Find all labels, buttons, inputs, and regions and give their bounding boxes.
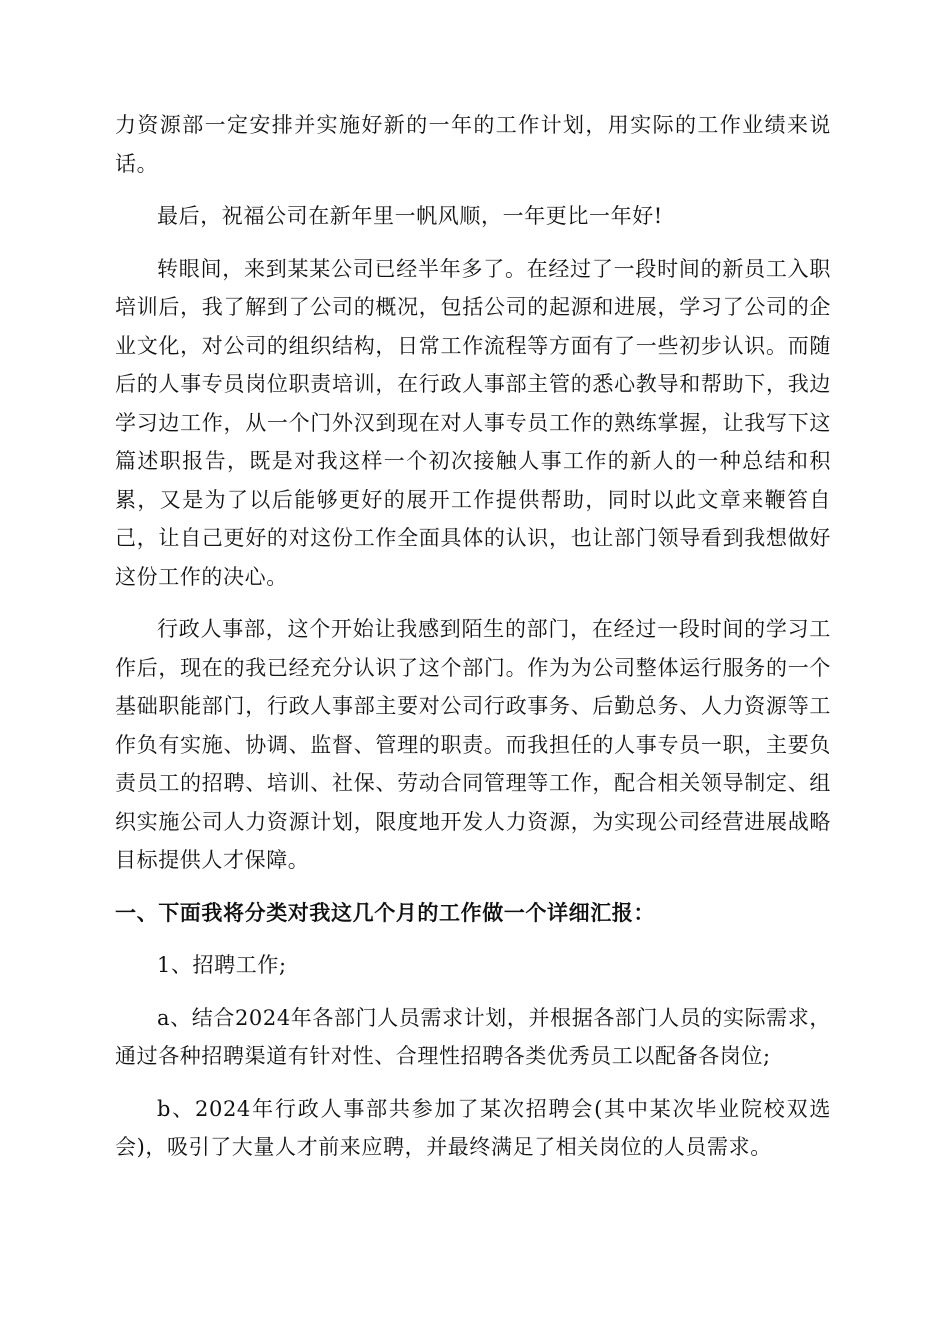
list-item-a: a、结合2024年各部门人员需求计划，并根据各部门人员的实际需求，通过各种招聘渠道有针对性、合理性招聘各类优秀员工以配备各岗位; (115, 1005, 831, 1068)
subheading-recruitment: 1、招聘工作; (157, 953, 287, 977)
list-item-b: b、2024年行政人事部共参加了某次招聘会(其中某次毕业院校双选会)，吸引了大量人才前来应聘，并最终满足了相关岗位的人员需求。 (115, 1096, 831, 1159)
paragraph-blessing: 最后，祝福公司在新年里一帆风顺，一年更比一年好! (157, 204, 663, 228)
paragraph-continuation: 力资源部一定安排并实施好新的一年的工作计划，用实际的工作业绩来说话。 (115, 113, 831, 176)
section-heading: 一、下面我将分类对我这几个月的工作做一个详细汇报： (115, 900, 655, 925)
paragraph-department: 行政人事部，这个开始让我感到陌生的部门，在经过一段时间的学习工作后，现在的我已经充分认识了这个部门。作为为公司整体运行服务的一个基础职能部门，行政人事部主要对公司行政事务、后勤总务、人力资源等工作负有实施、协调、监督、管理的职责。而我担任的人事专员一职，主要负责员工的招聘、培训、社保、劳动合同管理等工作，配合相关领导制定、组织实施公司人力资源计划，限度地开发人力资源，为实现公司经营进展战略目标提供人才保障。 (115, 617, 831, 872)
paragraph-intro: 转眼间，来到某某公司已经半年多了。在经过了一段时间的新员工入职培训后，我了解到了公司的概况，包括公司的起源和进展，学习了公司的企业文化，对公司的组织结构，日常工作流程等方面有了一些初步认识。而随后的人事专员岗位职责培训，在行政人事部主管的悉心教导和帮助下，我边学习边工作，从一个门外汉到现在对人事专员工作的熟练掌握，让我写下这篇述职报告，既是对我这样一个初次接触人事工作的新人的一种总结和积累，又是为了以后能够更好的展开工作提供帮助，同时以此文章来鞭笞自己，让自己更好的对这份工作全面具体的认识，也让部门领导看到我想做好这份工作的决心。 (115, 256, 831, 589)
document-body (115, 106, 831, 1181)
